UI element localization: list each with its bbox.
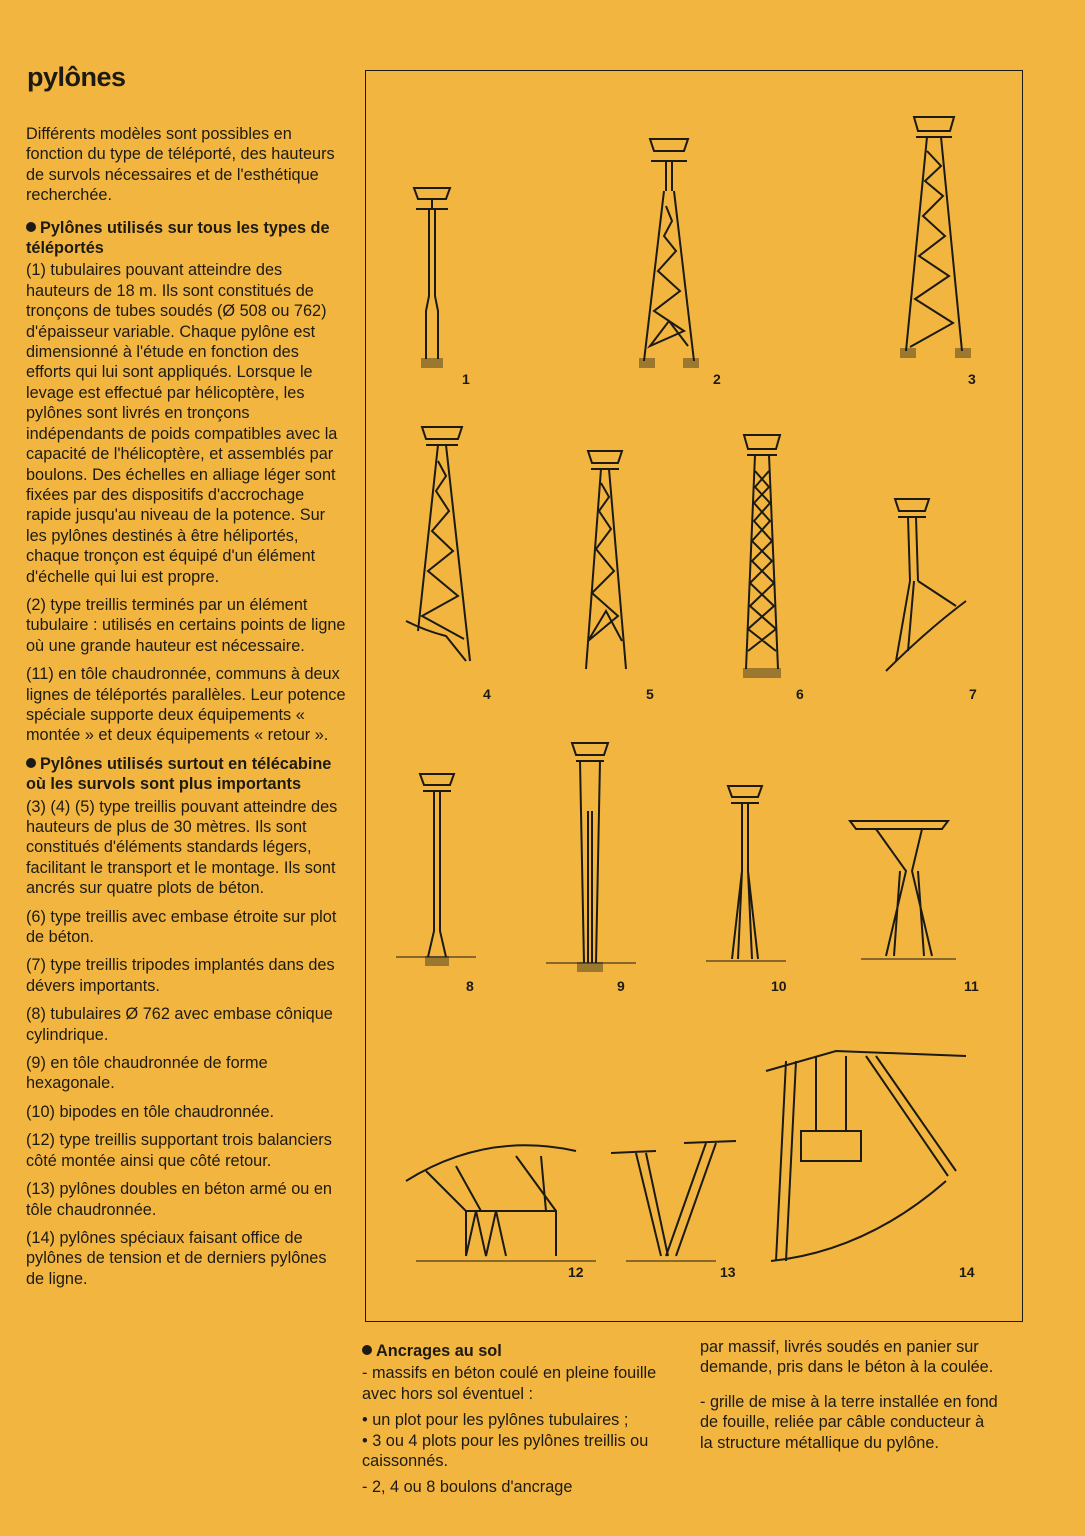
figure-label-3: 3 [968, 371, 976, 387]
figure-label-6: 6 [796, 686, 804, 702]
figure-label-2: 2 [713, 371, 721, 387]
pylon-drawings [366, 71, 1022, 1321]
pylon-11-drawing [850, 821, 956, 959]
pylon-13-drawing [611, 1141, 736, 1261]
paragraph-item: (9) en tôle chaudronnée de forme hexagonale. [26, 1054, 268, 1093]
figure-label-4: 4 [483, 686, 491, 702]
figure-label-14: 14 [959, 1264, 975, 1280]
pylon-1-drawing [414, 188, 450, 367]
anchors-line: - 2, 4 ou 8 boulons d'ancrage [362, 1478, 573, 1497]
pylon-5-drawing [586, 451, 626, 669]
paragraph-item: (10) bipodes en tôle chaudronnée. [26, 1102, 275, 1121]
figure-label-13: 13 [720, 1264, 736, 1280]
paragraph-lattice-tubular: (2) type treillis terminés par un élément tubulaire : utilisés en certains points de ligne où une grande hauteur est nécessaire. [26, 595, 346, 655]
pylon-8-drawing [396, 774, 476, 965]
anchors-bullet: • 3 ou 4 plots pour les pylônes treillis ou caissonnés. [362, 1431, 649, 1471]
pylon-illustrations-frame [365, 70, 1023, 1322]
anchors-left-column [362, 1337, 672, 1504]
pylon-4-drawing [406, 427, 470, 661]
anchors-grounding: - grille de mise à la terre installée en fond de fouille, reliée par câble conducteur à la structure métallique du pylône. [700, 1392, 998, 1452]
figure-label-8: 8 [466, 978, 474, 994]
bullet-icon [26, 758, 36, 768]
bullet-icon [26, 222, 36, 232]
paragraph-item: (3) (4) (5) type treillis pouvant atteindre des hauteurs de plus de 30 mètres. Ils sont constitués d'éléments standards légers, facilitant le transport et le montage. Ils sont ancrés sur quatre plots de béton. [26, 797, 338, 898]
pylon-7-drawing [886, 499, 966, 671]
pylon-9-drawing [546, 743, 636, 971]
paragraph-item: (14) pylônes spéciaux faisant office de pylônes de tension et de derniers pylônes de ligne. [26, 1228, 327, 1288]
paragraph-item: (13) pylônes doubles en béton armé ou en tôle chaudronnée. [26, 1180, 332, 1219]
paragraph-item: (12) type treillis supportant trois balanciers côté montée ainsi que côté retour. [26, 1131, 332, 1170]
page-title: pylônes [27, 62, 126, 92]
anchors-continuation: par massif, livrés soudés en panier sur demande, pris dans le béton à la coulée. [700, 1338, 994, 1377]
anchors-line: - massifs en béton coulé en pleine fouille avec hors sol éventuel : [362, 1364, 657, 1403]
pylon-10-drawing [706, 786, 786, 961]
figure-label-10: 10 [771, 978, 787, 994]
figure-label-9: 9 [617, 978, 625, 994]
figure-label-1: 1 [462, 371, 470, 387]
pylon-3-drawing [901, 117, 970, 357]
left-column [26, 124, 346, 1297]
figure-label-7: 7 [969, 686, 977, 702]
paragraph-item: (6) type treillis avec embase étroite sur plot de béton. [26, 907, 337, 947]
paragraph-tubular: (1) tubulaires pouvant atteindre des hauteurs de 18 m. Ils sont constitués de tronçons de tubes soudés (Ø 508 ou 762) d'épaisseur variable. Chaque pylône est dimensionné à l'étude en fonction des efforts qui lui sont appliqués. Lorsque le levage est effectué par hélicoptère, les pylônes sont livrés en tronçons indépendants de poids compatibles avec la capacité de l'hélicoptère, et assemblés par boulons. Des échelles en alliage léger sont fixées par des dispositifs d'accrochage rapide jusqu'au niveau de la potence. Sur les pylônes destinés à être héliportés, chaque tronçon est équipé d'un élément d'échelle qui lui est propre. [26, 261, 338, 586]
pylon-2-drawing [640, 139, 698, 367]
paragraph-item: (7) type treillis tripodes implantés dans des dévers importants. [26, 956, 335, 995]
intro-text: Différents modèles sont possibles en fonction du type de téléporté, des hauteurs de survols nécessaires et de l'esthétique recherchée. [26, 125, 335, 205]
figure-label-5: 5 [646, 686, 654, 702]
section-heading-all-types: Pylônes utilisés sur tous les types de téléportés [26, 218, 330, 258]
paragraph-sheet-metal: (11) en tôle chaudronnée, communs à deux lignes de téléportés parallèles. Leur potence spéciale supporte deux équipements « montée » et deux équipements « retour ». [26, 665, 346, 745]
figure-label-12: 12 [568, 1264, 584, 1280]
bullet-icon [362, 1345, 372, 1355]
pylon-14-drawing [766, 1051, 966, 1261]
paragraph-item: (8) tubulaires Ø 762 avec embase cônique cylindrique. [26, 1005, 333, 1044]
figure-label-11: 11 [964, 978, 979, 994]
anchors-bullet: • un plot pour les pylônes tubulaires ; [362, 1411, 629, 1430]
anchors-right-column [700, 1337, 1000, 1459]
section-heading-gondola: Pylônes utilisés surtout en télécabine où les survols sont plus importants [26, 754, 332, 794]
pylon-6-drawing [744, 435, 780, 677]
pylon-12-drawing [406, 1145, 596, 1261]
anchors-heading: Ancrages au sol [362, 1341, 672, 1361]
